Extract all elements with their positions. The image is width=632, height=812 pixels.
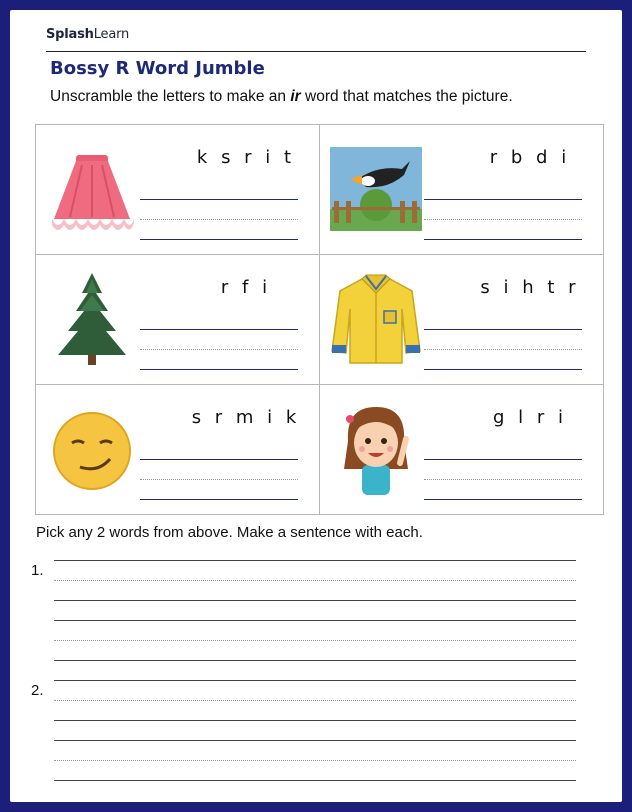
answer-lines[interactable] — [424, 459, 582, 519]
girl-icon — [328, 399, 424, 499]
header-divider — [46, 51, 586, 52]
scrambled-word: s i h t r — [480, 277, 580, 298]
jumble-cell-girl — [320, 385, 603, 514]
jumble-cell-skirt — [36, 125, 320, 255]
scrambled-word: r f i — [220, 277, 272, 298]
jumble-cell-shirt — [320, 255, 603, 385]
scrambled-word: k s r i t — [196, 147, 296, 168]
worksheet-page — [10, 10, 622, 802]
shirt-icon — [328, 269, 424, 369]
answer-lines[interactable] — [424, 199, 582, 259]
jumble-cell-bird — [320, 125, 603, 255]
scrambled-word: g l r i — [493, 407, 567, 428]
sentence-prompt: Pick any 2 words from above. Make a sentence with each. — [36, 524, 423, 541]
jumble-grid — [35, 124, 604, 515]
jumble-cell-smirk — [36, 385, 320, 514]
scrambled-word: s r m i k — [191, 407, 301, 428]
instruction-text: Unscramble the letters to make an ir word that matches the picture. — [50, 88, 513, 105]
sentence-number-2: 2. — [31, 682, 44, 699]
bird-icon — [328, 139, 424, 239]
answer-lines[interactable] — [140, 459, 298, 519]
page-title: Bossy R Word Jumble — [50, 58, 265, 79]
scrambled-word: r b d i — [489, 147, 571, 168]
answer-lines[interactable] — [424, 329, 582, 389]
skirt-icon — [44, 139, 140, 239]
answer-lines[interactable] — [140, 329, 298, 389]
smirk-face-icon — [44, 399, 140, 499]
jumble-cell-fir — [36, 255, 320, 385]
brand-logo: SplashLearn — [46, 27, 130, 42]
answer-lines[interactable] — [140, 199, 298, 259]
sentence-number-1: 1. — [31, 562, 44, 579]
fir-tree-icon — [44, 269, 140, 369]
